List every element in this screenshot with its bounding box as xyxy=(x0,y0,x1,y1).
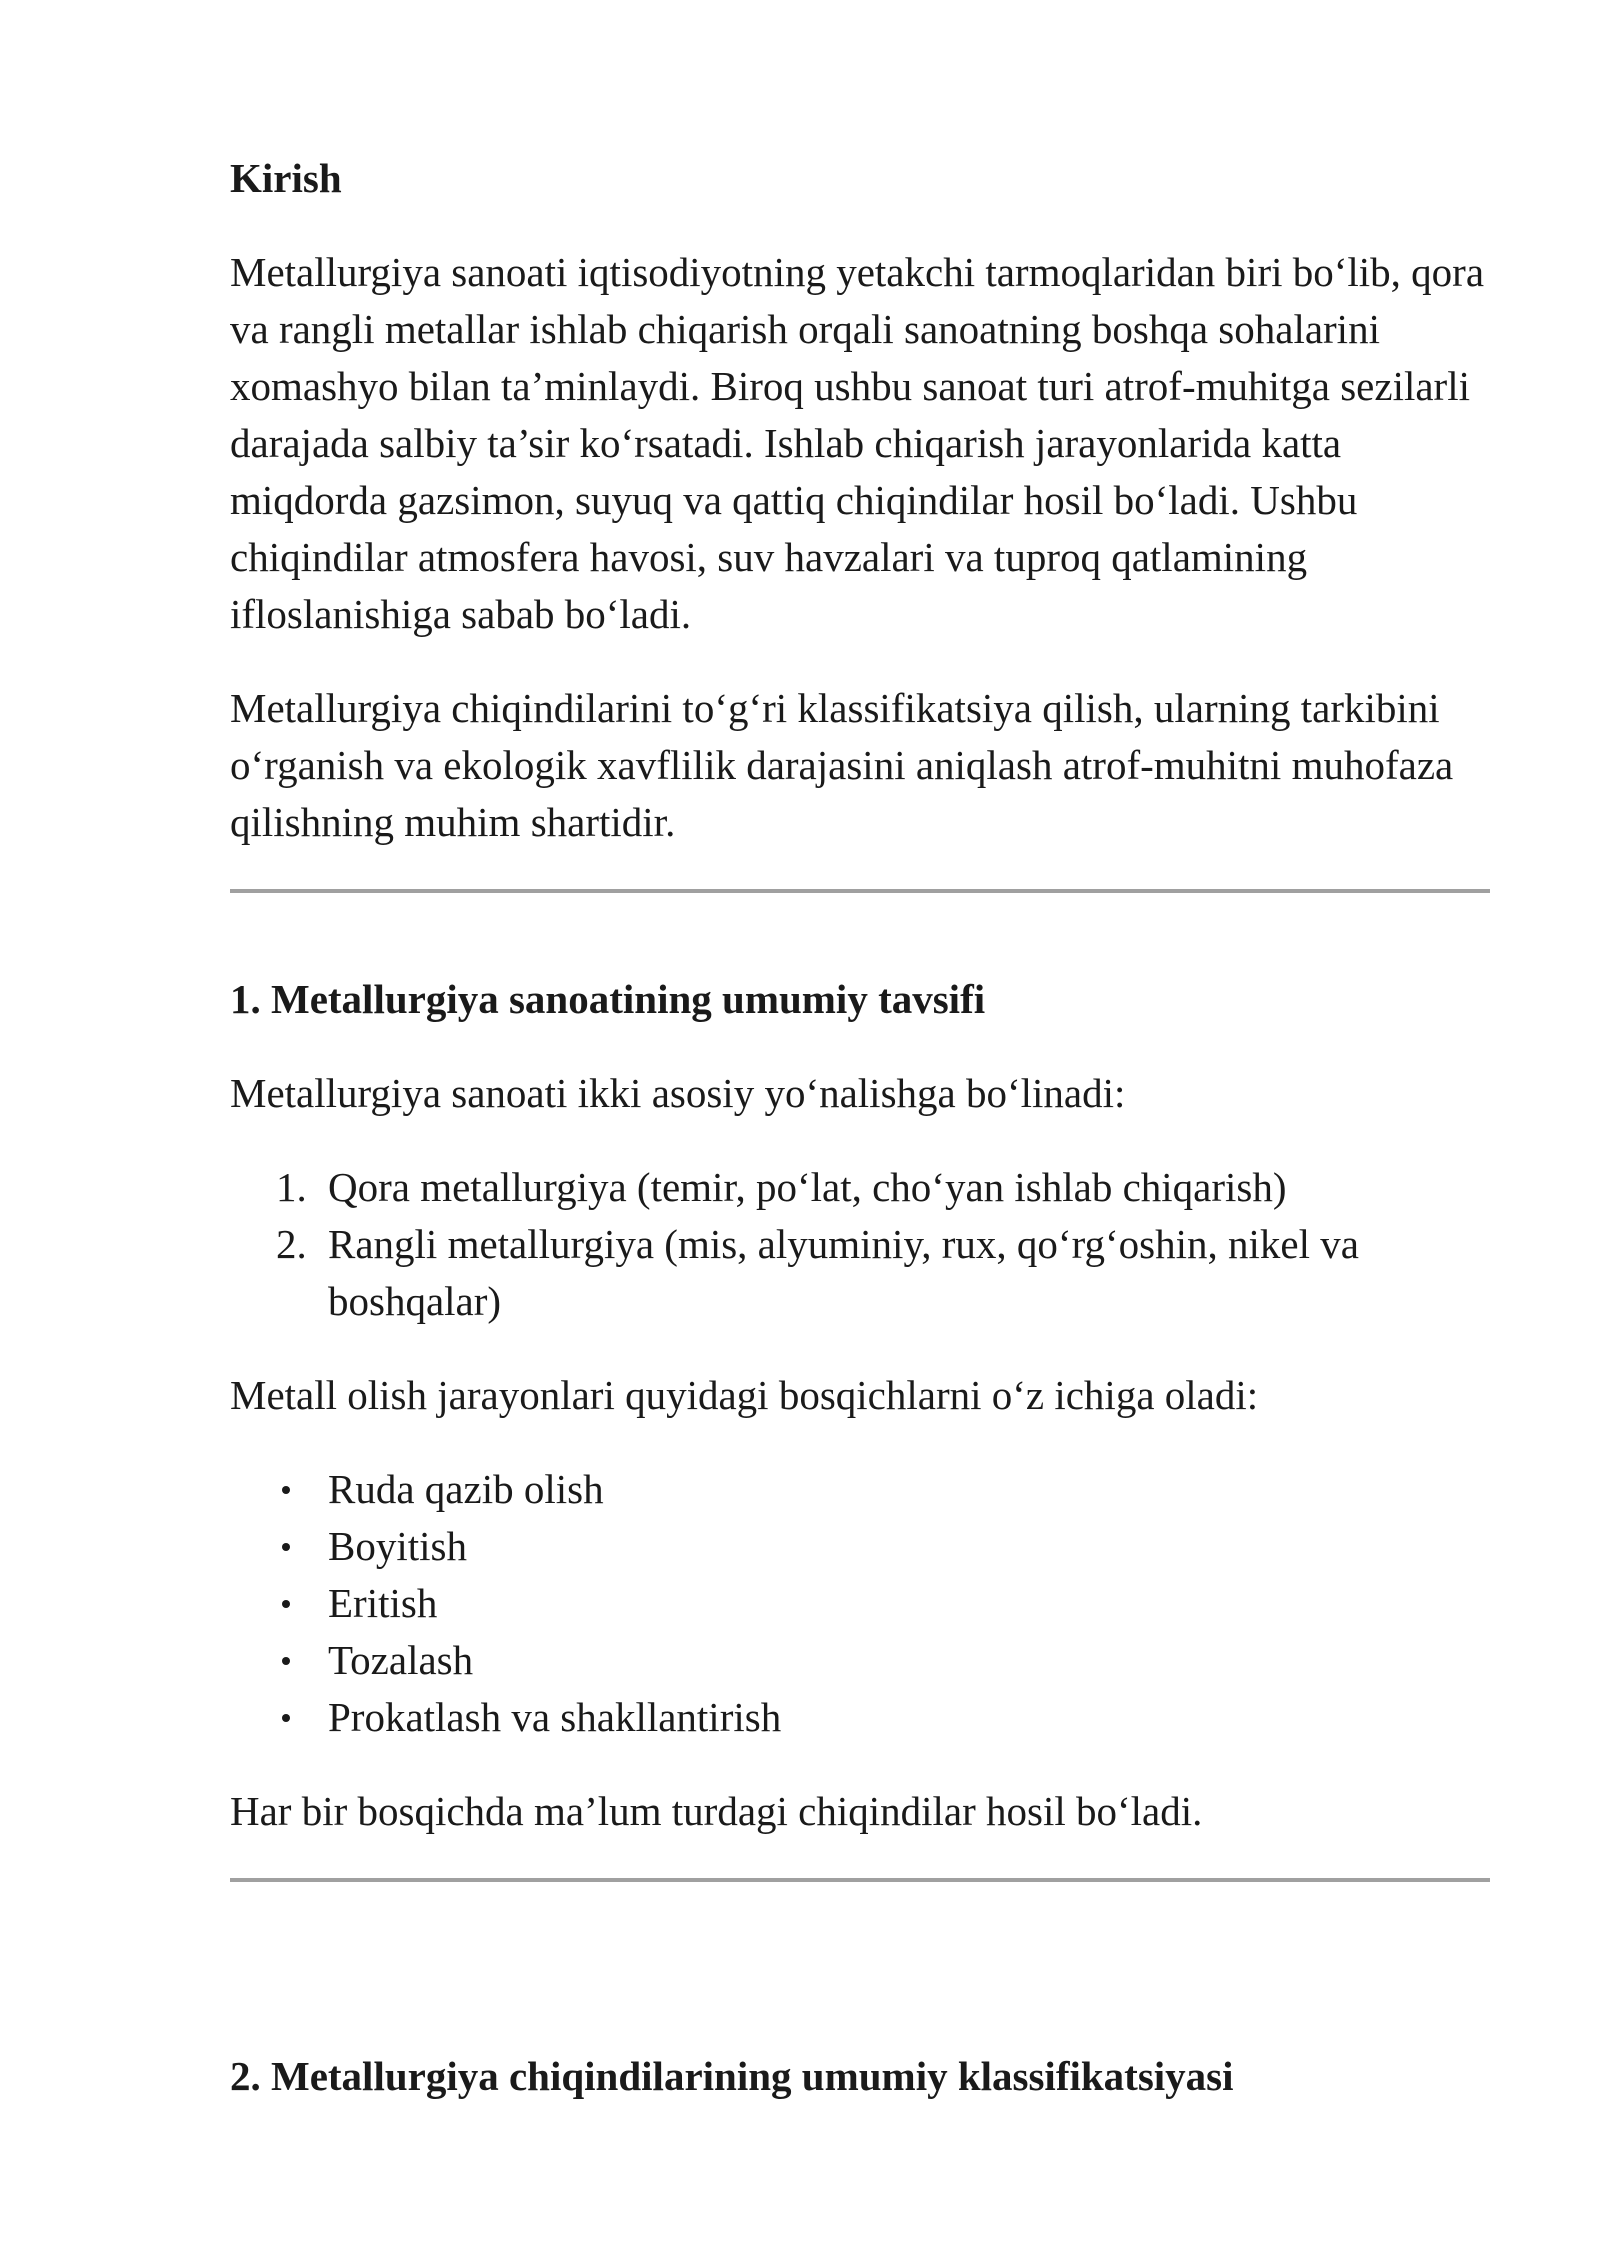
list-item-text: Boyitish xyxy=(328,1523,467,1569)
list-item-text: Tozalash xyxy=(328,1637,474,1683)
document-page xyxy=(230,150,1490,2105)
intro-paragraph-1: Metallurgiya sanoati iqtisodiyotning yetakchi tarmoqlaridan biri bo‘lib, qora va rangli metallar ishlab chiqarish orqali sanoatning boshqa sohalarini xomashyo bilan ta’minlaydi. Biroq ushbu sanoat turi atrof-muhitga sezilarli darajada salbiy ta’sir ko‘rsatadi. Ishlab chiqarish jarayonlarida katta miqdorda gazsimon, suyuq va qattiq chiqindilar hosil bo‘ladi. Ushbu chiqindilar atmosfera havosi, suv havzalari va tuproq qatlamining ifloslanishiga sabab bo‘ladi. xyxy=(230,249,1485,637)
section-2-heading: 2. Metallurgiya chiqindilarining umumiy klassifikatsiyasi xyxy=(230,2053,1234,2099)
list-item xyxy=(230,1518,1490,1575)
list-item-text: Prokatlash va shakllantirish xyxy=(328,1694,782,1740)
list-number: 1. xyxy=(276,1164,307,1210)
bullet-icon xyxy=(282,1600,290,1608)
section-divider xyxy=(230,1878,1490,1882)
section-1-lead: Metallurgiya sanoati ikki asosiy yo‘nalishga bo‘linadi: xyxy=(230,1070,1126,1116)
numbered-list xyxy=(230,1159,1490,1330)
section-1-closing: Har bir bosqichda ma’lum turdagi chiqindilar hosil bo‘ladi. xyxy=(230,1788,1203,1834)
section-divider xyxy=(230,889,1490,893)
list-item-text: Rangli metallurgiya (mis, alyuminiy, rux, qo‘rg‘oshin, nikel va boshqalar) xyxy=(328,1221,1359,1324)
list-item xyxy=(230,1159,1490,1216)
list-item xyxy=(230,1689,1490,1746)
list-item xyxy=(230,1461,1490,1518)
list-item xyxy=(230,1575,1490,1632)
intro-heading: Kirish xyxy=(230,155,342,201)
list-item xyxy=(230,1632,1490,1689)
section-1-heading: 1. Metallurgiya sanoatining umumiy tavsifi xyxy=(230,976,986,1022)
stages-list xyxy=(230,1461,1490,1746)
intro-paragraph-2: Metallurgiya chiqindilarini to‘g‘ri klassifikatsiya qilish, ularning tarkibini o‘rganish va ekologik xavflilik darajasini aniqlash atrof-muhitni muhofaza qilishning muhim shartidir. xyxy=(230,685,1454,845)
bullet-icon xyxy=(282,1486,290,1494)
list-item-text: Qora metallurgiya (temir, po‘lat, cho‘yan ishlab chiqarish) xyxy=(328,1164,1287,1210)
list-item-text: Ruda qazib olish xyxy=(328,1466,604,1512)
list-item-text: Eritish xyxy=(328,1580,438,1626)
list-item xyxy=(230,1216,1490,1330)
stages-lead: Metall olish jarayonlari quyidagi bosqichlarni o‘z ichiga oladi: xyxy=(230,1372,1259,1418)
bullet-icon xyxy=(282,1714,290,1722)
bullet-icon xyxy=(282,1657,290,1665)
list-number: 2. xyxy=(276,1221,307,1267)
bullet-icon xyxy=(282,1543,290,1551)
